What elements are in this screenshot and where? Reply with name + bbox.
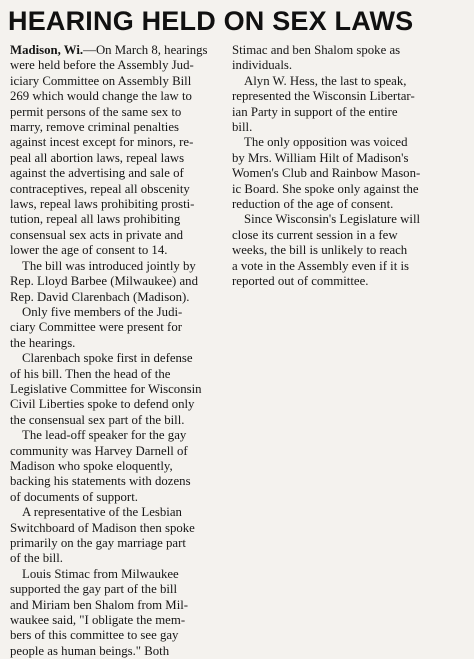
article-line: The lead-off speaker for the gay xyxy=(22,428,187,443)
article-line: Civil Liberties spoke to defend only xyxy=(10,397,195,412)
article-line: Madison who spoke eloquently, xyxy=(10,458,173,473)
article-line: represented the Wisconsin Libertar- xyxy=(232,89,415,104)
article-line: and Miriam ben Shalom from Mil- xyxy=(10,597,189,612)
article-line: Switchboard of Madison then spoke xyxy=(10,520,195,535)
headline: HEARING HELD ON SEX LAWS xyxy=(8,6,414,36)
dateline: Madison, Wi. xyxy=(10,43,84,57)
article-line: ian Party in support of the entire xyxy=(232,104,398,119)
article-line: permit persons of the same sex to xyxy=(10,104,182,119)
article-paragraph xyxy=(232,212,452,289)
article-line: ciary Committee were present for xyxy=(10,320,182,335)
article-line: against incest except for minors, re- xyxy=(10,135,194,150)
article-line: individuals. xyxy=(232,58,293,73)
article-line: of his bill. Then the head of the xyxy=(10,366,171,381)
article-line: bers of this committee to see gay xyxy=(10,628,179,643)
article-line: of documents of support. xyxy=(10,489,138,504)
article-line: marry, remove criminal penalties xyxy=(10,120,180,135)
article-paragraph xyxy=(10,351,222,428)
article-line: reduction of the age of consent. xyxy=(232,197,394,212)
article-line: Clarenbach spoke first in defense xyxy=(22,351,193,366)
article-line: 269 which would change the law to xyxy=(10,89,192,104)
article-paragraph xyxy=(10,567,222,659)
article-line: Madison, Wi.—On March 8, hearings xyxy=(10,43,208,57)
article-paragraph xyxy=(232,135,452,212)
left-column xyxy=(10,43,222,659)
article-line: The bill was introduced jointly by xyxy=(22,258,196,273)
article-line: laws, repeal laws prohibiting prosti- xyxy=(10,197,195,212)
article-line: Legislative Committee for Wisconsin xyxy=(10,381,202,396)
article-line: supported the gay part of the bill xyxy=(10,582,178,597)
article-line: Louis Stimac from Milwaukee xyxy=(22,566,179,581)
article-paragraph xyxy=(10,259,222,305)
article-line: reported out of committee. xyxy=(232,274,369,289)
right-column xyxy=(232,43,452,290)
article-line: were held before the Assembly Jud- xyxy=(10,58,194,73)
article-line: Rep. David Clarenbach (Madison). xyxy=(10,289,190,304)
article-line: close its current session in a few xyxy=(232,227,398,242)
article-line: weeks, the bill is unlikely to reach xyxy=(232,243,408,258)
article-line: Women's Club and Rainbow Mason- xyxy=(232,166,421,181)
article-line: The only opposition was voiced xyxy=(244,135,408,150)
article-line: bill. xyxy=(232,120,253,135)
article-line: community was Harvey Darnell of xyxy=(10,443,188,458)
article-line: Alyn W. Hess, the last to speak, xyxy=(244,73,407,88)
article-line: Rep. Lloyd Barbee (Milwaukee) and xyxy=(10,274,198,289)
article-line: primarily on the gay marriage part xyxy=(10,536,186,550)
article-line: against the advertising and sale of xyxy=(10,166,184,181)
article-line: waukee said, "I obligate the mem- xyxy=(10,613,186,628)
article-line: backing his statements with dozens xyxy=(10,474,191,489)
article-line: Only five members of the Judi- xyxy=(22,304,183,319)
article-line: consensual sex acts in private and xyxy=(10,227,184,242)
article-line: people as human beings." Both xyxy=(10,643,170,658)
article-line: contraceptives, repeal all obscenity xyxy=(10,181,190,196)
article-line: the hearings. xyxy=(10,335,76,350)
article-line: lower the age of consent to 14. xyxy=(10,243,168,258)
article-line: peal all abortion laws, repeal laws xyxy=(10,150,185,165)
article-paragraph xyxy=(10,428,222,505)
article-paragraph xyxy=(10,43,222,259)
article-line: Stimac and ben Shalom spoke as xyxy=(232,43,401,57)
article-line: Since Wisconsin's Legislature will xyxy=(244,212,421,227)
article-line: A representative of the Lesbian xyxy=(22,505,182,520)
article-line: iciary Committee on Assembly Bill xyxy=(10,73,192,88)
article-line: the consensual sex part of the bill. xyxy=(10,412,185,427)
article-line: tution, repeal all laws prohibiting xyxy=(10,212,181,227)
article-paragraph xyxy=(232,43,452,74)
article-line: ic Board. She spoke only against the xyxy=(232,181,419,196)
article-line: by Mrs. William Hilt of Madison's xyxy=(232,150,409,165)
article-paragraph xyxy=(10,305,222,351)
article-paragraph xyxy=(10,505,222,567)
article-line: a vote in the Assembly even if it is xyxy=(232,258,409,273)
article-paragraph xyxy=(232,74,452,136)
article-line: of the bill. xyxy=(10,551,63,566)
